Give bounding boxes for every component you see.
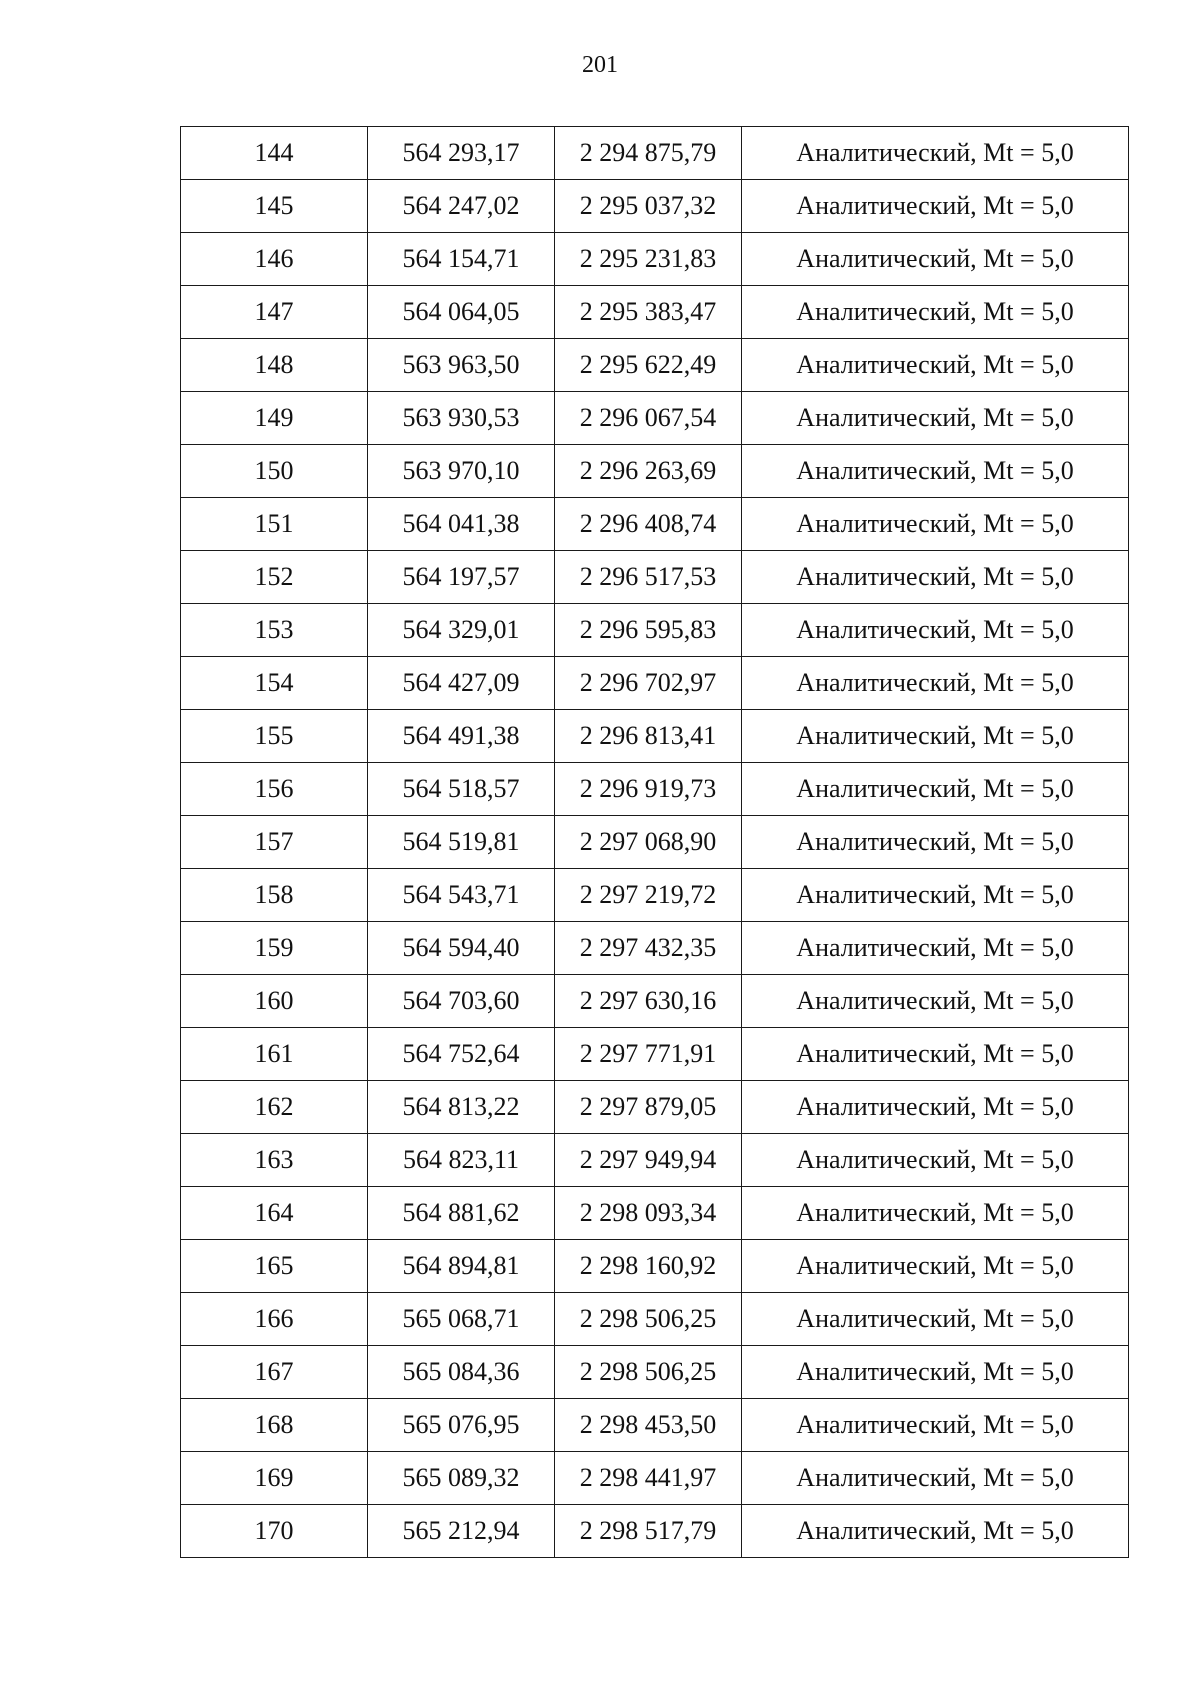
x-coordinate-cell: 563 930,53	[368, 392, 555, 445]
y-coordinate-cell: 2 296 067,54	[555, 392, 742, 445]
point-number-cell: 150	[181, 445, 368, 498]
table-row	[181, 922, 1129, 975]
table-row	[181, 551, 1129, 604]
table-row	[181, 1134, 1129, 1187]
y-coordinate-cell: 2 297 949,94	[555, 1134, 742, 1187]
table-row	[181, 127, 1129, 180]
method-cell: Аналитический, Mt = 5,0	[742, 392, 1129, 445]
point-number-cell: 168	[181, 1399, 368, 1452]
x-coordinate-cell: 564 197,57	[368, 551, 555, 604]
y-coordinate-cell: 2 296 517,53	[555, 551, 742, 604]
method-cell: Аналитический, Mt = 5,0	[742, 1346, 1129, 1399]
method-cell: Аналитический, Mt = 5,0	[742, 869, 1129, 922]
x-coordinate-cell: 564 813,22	[368, 1081, 555, 1134]
point-number-cell: 151	[181, 498, 368, 551]
x-coordinate-cell: 565 068,71	[368, 1293, 555, 1346]
table-row	[181, 975, 1129, 1028]
y-coordinate-cell: 2 296 919,73	[555, 763, 742, 816]
method-cell: Аналитический, Mt = 5,0	[742, 498, 1129, 551]
point-number-cell: 158	[181, 869, 368, 922]
table-row	[181, 710, 1129, 763]
point-number-cell: 146	[181, 233, 368, 286]
table-row	[181, 1399, 1129, 1452]
y-coordinate-cell: 2 298 517,79	[555, 1505, 742, 1558]
y-coordinate-cell: 2 297 068,90	[555, 816, 742, 869]
point-number-cell: 155	[181, 710, 368, 763]
x-coordinate-cell: 564 491,38	[368, 710, 555, 763]
x-coordinate-cell: 563 963,50	[368, 339, 555, 392]
method-cell: Аналитический, Mt = 5,0	[742, 604, 1129, 657]
coordinates-table-body	[181, 127, 1129, 1558]
x-coordinate-cell: 564 293,17	[368, 127, 555, 180]
point-number-cell: 165	[181, 1240, 368, 1293]
y-coordinate-cell: 2 297 771,91	[555, 1028, 742, 1081]
method-cell: Аналитический, Mt = 5,0	[742, 233, 1129, 286]
table-row	[181, 869, 1129, 922]
point-number-cell: 152	[181, 551, 368, 604]
x-coordinate-cell: 565 089,32	[368, 1452, 555, 1505]
table-row	[181, 604, 1129, 657]
table-row	[181, 1240, 1129, 1293]
table-row	[181, 180, 1129, 233]
point-number-cell: 160	[181, 975, 368, 1028]
method-cell: Аналитический, Mt = 5,0	[742, 922, 1129, 975]
method-cell: Аналитический, Mt = 5,0	[742, 339, 1129, 392]
point-number-cell: 167	[181, 1346, 368, 1399]
x-coordinate-cell: 565 212,94	[368, 1505, 555, 1558]
y-coordinate-cell: 2 296 702,97	[555, 657, 742, 710]
x-coordinate-cell: 564 154,71	[368, 233, 555, 286]
y-coordinate-cell: 2 298 093,34	[555, 1187, 742, 1240]
method-cell: Аналитический, Mt = 5,0	[742, 180, 1129, 233]
y-coordinate-cell: 2 298 506,25	[555, 1346, 742, 1399]
y-coordinate-cell: 2 297 432,35	[555, 922, 742, 975]
table-row	[181, 1346, 1129, 1399]
table-row	[181, 1187, 1129, 1240]
table-row	[181, 233, 1129, 286]
method-cell: Аналитический, Mt = 5,0	[742, 1293, 1129, 1346]
y-coordinate-cell: 2 295 037,32	[555, 180, 742, 233]
table-row	[181, 445, 1129, 498]
x-coordinate-cell: 564 881,62	[368, 1187, 555, 1240]
table-row	[181, 1028, 1129, 1081]
y-coordinate-cell: 2 296 263,69	[555, 445, 742, 498]
point-number-cell: 162	[181, 1081, 368, 1134]
coordinates-table	[180, 126, 1129, 1558]
x-coordinate-cell: 565 084,36	[368, 1346, 555, 1399]
x-coordinate-cell: 564 823,11	[368, 1134, 555, 1187]
y-coordinate-cell: 2 295 231,83	[555, 233, 742, 286]
point-number-cell: 159	[181, 922, 368, 975]
y-coordinate-cell: 2 297 219,72	[555, 869, 742, 922]
method-cell: Аналитический, Mt = 5,0	[742, 657, 1129, 710]
table-row	[181, 1505, 1129, 1558]
x-coordinate-cell: 564 518,57	[368, 763, 555, 816]
point-number-cell: 169	[181, 1452, 368, 1505]
point-number-cell: 157	[181, 816, 368, 869]
x-coordinate-cell: 564 752,64	[368, 1028, 555, 1081]
method-cell: Аналитический, Mt = 5,0	[742, 1399, 1129, 1452]
method-cell: Аналитический, Mt = 5,0	[742, 816, 1129, 869]
y-coordinate-cell: 2 296 813,41	[555, 710, 742, 763]
table-row	[181, 657, 1129, 710]
x-coordinate-cell: 564 247,02	[368, 180, 555, 233]
y-coordinate-cell: 2 298 160,92	[555, 1240, 742, 1293]
point-number-cell: 164	[181, 1187, 368, 1240]
x-coordinate-cell: 564 519,81	[368, 816, 555, 869]
point-number-cell: 166	[181, 1293, 368, 1346]
table-row	[181, 392, 1129, 445]
x-coordinate-cell: 564 703,60	[368, 975, 555, 1028]
method-cell: Аналитический, Mt = 5,0	[742, 445, 1129, 498]
table-row	[181, 339, 1129, 392]
method-cell: Аналитический, Mt = 5,0	[742, 1505, 1129, 1558]
point-number-cell: 161	[181, 1028, 368, 1081]
method-cell: Аналитический, Mt = 5,0	[742, 1081, 1129, 1134]
y-coordinate-cell: 2 295 383,47	[555, 286, 742, 339]
method-cell: Аналитический, Mt = 5,0	[742, 710, 1129, 763]
method-cell: Аналитический, Mt = 5,0	[742, 127, 1129, 180]
x-coordinate-cell: 565 076,95	[368, 1399, 555, 1452]
y-coordinate-cell: 2 298 506,25	[555, 1293, 742, 1346]
point-number-cell: 154	[181, 657, 368, 710]
table-row	[181, 1452, 1129, 1505]
method-cell: Аналитический, Mt = 5,0	[742, 551, 1129, 604]
point-number-cell: 144	[181, 127, 368, 180]
x-coordinate-cell: 564 594,40	[368, 922, 555, 975]
table-row	[181, 1293, 1129, 1346]
x-coordinate-cell: 564 427,09	[368, 657, 555, 710]
table-row	[181, 1081, 1129, 1134]
x-coordinate-cell: 564 041,38	[368, 498, 555, 551]
method-cell: Аналитический, Mt = 5,0	[742, 1452, 1129, 1505]
y-coordinate-cell: 2 294 875,79	[555, 127, 742, 180]
table-row	[181, 498, 1129, 551]
y-coordinate-cell: 2 298 441,97	[555, 1452, 742, 1505]
table-row	[181, 816, 1129, 869]
x-coordinate-cell: 563 970,10	[368, 445, 555, 498]
point-number-cell: 147	[181, 286, 368, 339]
y-coordinate-cell: 2 297 879,05	[555, 1081, 742, 1134]
method-cell: Аналитический, Mt = 5,0	[742, 1240, 1129, 1293]
method-cell: Аналитический, Mt = 5,0	[742, 286, 1129, 339]
point-number-cell: 153	[181, 604, 368, 657]
x-coordinate-cell: 564 894,81	[368, 1240, 555, 1293]
table-row	[181, 763, 1129, 816]
method-cell: Аналитический, Mt = 5,0	[742, 1028, 1129, 1081]
x-coordinate-cell: 564 329,01	[368, 604, 555, 657]
point-number-cell: 145	[181, 180, 368, 233]
y-coordinate-cell: 2 296 408,74	[555, 498, 742, 551]
method-cell: Аналитический, Mt = 5,0	[742, 763, 1129, 816]
point-number-cell: 156	[181, 763, 368, 816]
point-number-cell: 163	[181, 1134, 368, 1187]
point-number-cell: 149	[181, 392, 368, 445]
x-coordinate-cell: 564 064,05	[368, 286, 555, 339]
method-cell: Аналитический, Mt = 5,0	[742, 1134, 1129, 1187]
x-coordinate-cell: 564 543,71	[368, 869, 555, 922]
point-number-cell: 170	[181, 1505, 368, 1558]
y-coordinate-cell: 2 297 630,16	[555, 975, 742, 1028]
y-coordinate-cell: 2 296 595,83	[555, 604, 742, 657]
method-cell: Аналитический, Mt = 5,0	[742, 975, 1129, 1028]
point-number-cell: 148	[181, 339, 368, 392]
page-number: 201	[582, 52, 618, 78]
y-coordinate-cell: 2 295 622,49	[555, 339, 742, 392]
y-coordinate-cell: 2 298 453,50	[555, 1399, 742, 1452]
method-cell: Аналитический, Mt = 5,0	[742, 1187, 1129, 1240]
table-row	[181, 286, 1129, 339]
